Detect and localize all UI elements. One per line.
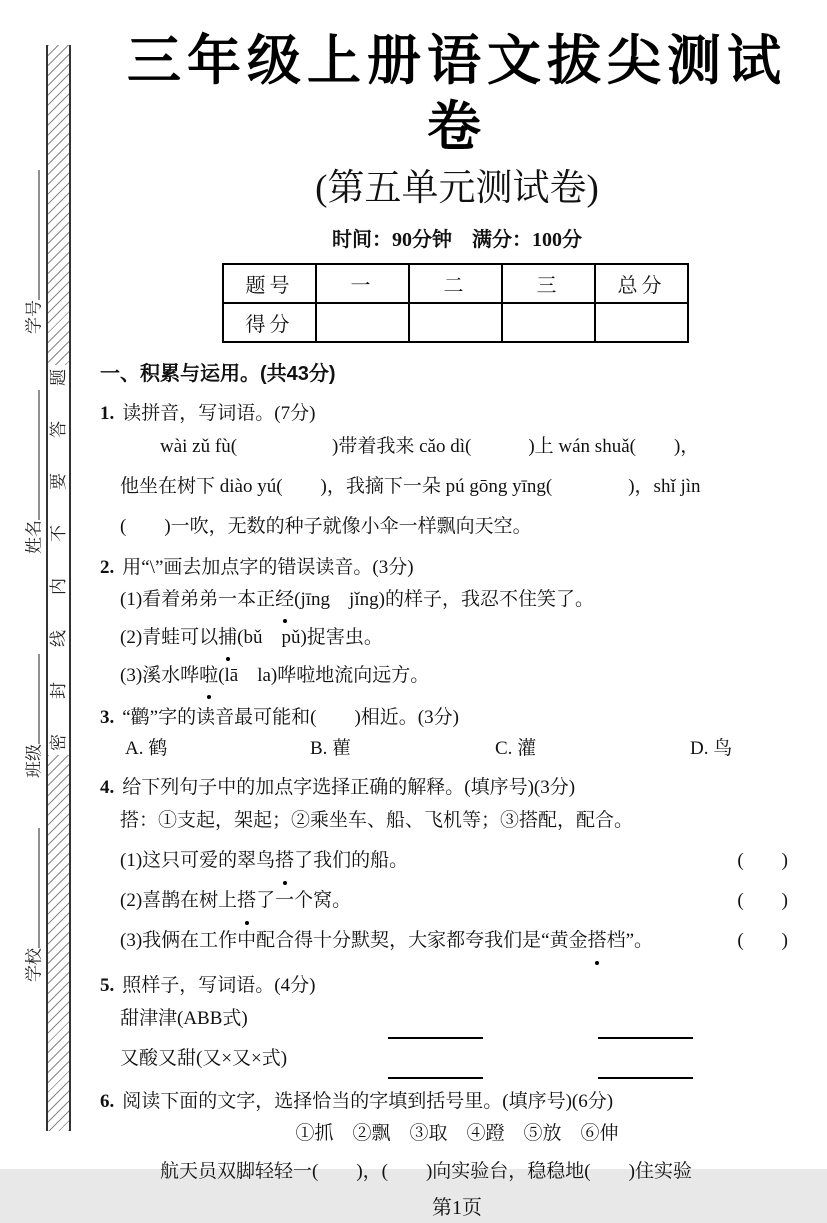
example-word: 甜津津(ABB式) bbox=[120, 1008, 248, 1029]
question-2-number: 2. bbox=[100, 557, 115, 578]
score-table-header-cell: 一 bbox=[316, 264, 409, 303]
dotted-char: 啦 bbox=[199, 657, 218, 695]
answer-parentheses: ( ) bbox=[737, 930, 788, 951]
question-2-title bbox=[100, 555, 814, 581]
hatch-pattern-top bbox=[48, 45, 69, 365]
question-2-text: 用“\”画去加点字的错误读音。(3分) bbox=[122, 557, 414, 578]
question-3-title bbox=[100, 705, 814, 731]
class-blank-line bbox=[28, 654, 40, 744]
question-3-options bbox=[100, 731, 814, 767]
item-text: (2)喜鹊在树上 bbox=[120, 890, 238, 911]
hatch-pattern-bottom bbox=[48, 755, 69, 1131]
question-1-number: 1. bbox=[100, 403, 115, 424]
paper-title: 三年级上册语文拔尖测试卷 bbox=[127, 31, 787, 157]
item-text: (2)青蛙可以 bbox=[120, 627, 219, 648]
question-5-row-1 bbox=[100, 999, 814, 1039]
answer-parentheses: ( ) bbox=[737, 890, 788, 911]
seal-char: 封 bbox=[49, 681, 68, 699]
item-text: (jīng jǐng)的样子，我忍不住笑了。 bbox=[294, 589, 594, 610]
question-1-line-1: wài zǔ fù( )带着我来 cǎo dì( )上 wán shuǎ( )， bbox=[160, 436, 700, 457]
student-name-field bbox=[20, 390, 45, 554]
class-field bbox=[20, 654, 45, 778]
school-label: 学校 bbox=[24, 948, 44, 982]
score-empty-cell bbox=[409, 303, 502, 342]
answer-blank-line bbox=[598, 1049, 693, 1079]
question-4-item-3 bbox=[100, 921, 814, 961]
student-id-label: 学号 bbox=[24, 300, 44, 334]
answer-blank-line bbox=[598, 1009, 693, 1039]
seal-line-text bbox=[48, 365, 69, 755]
seal-char: 内 bbox=[49, 577, 68, 595]
seal-line-band bbox=[46, 45, 71, 1131]
student-name-blank-line bbox=[28, 390, 40, 520]
score-label-cell: 得分 bbox=[223, 303, 316, 342]
score-table-header-cell: 二 bbox=[409, 264, 502, 303]
dotted-char: 搭 bbox=[588, 921, 607, 961]
question-1-title bbox=[100, 401, 814, 427]
question-4-definitions: 搭：①支起，架起；②乘坐车、船、飞机等；③搭配，配合。 bbox=[120, 810, 634, 831]
score-empty-cell bbox=[595, 303, 688, 342]
question-4-item-1 bbox=[100, 841, 814, 881]
seal-char: 线 bbox=[49, 629, 68, 647]
question-4-item-2 bbox=[100, 881, 814, 921]
school-blank-line bbox=[28, 828, 40, 948]
question-4-title bbox=[100, 775, 814, 801]
option-a: A. 鹤 bbox=[125, 738, 168, 759]
item-text: (1)看着弟弟一本正 bbox=[120, 589, 276, 610]
item-text: (1)这只可爱的翠鸟 bbox=[120, 850, 276, 871]
score-table bbox=[222, 263, 689, 343]
question-3-number: 3. bbox=[100, 707, 115, 728]
question-6-number: 6. bbox=[100, 1091, 115, 1112]
item-text: (lā la)哗啦地流向远方。 bbox=[218, 665, 430, 686]
question-6-sentence: 航天员双脚轻轻一( )，( )向实验台，稳稳地( )住实验 bbox=[160, 1161, 692, 1182]
school-field bbox=[20, 828, 45, 982]
option-c: C. 灌 bbox=[495, 738, 537, 759]
seal-char: 答 bbox=[49, 421, 68, 439]
seal-char: 题 bbox=[49, 369, 68, 386]
seal-char: 密 bbox=[49, 733, 68, 751]
item-text-group bbox=[120, 881, 351, 921]
question-5-text: 照样子，写词语。(4分) bbox=[122, 975, 316, 996]
item-text: 了我们的船。 bbox=[294, 850, 409, 871]
answer-parentheses: ( ) bbox=[737, 850, 788, 871]
student-name-label: 姓名 bbox=[24, 520, 44, 554]
dotted-char: 捕 bbox=[218, 619, 237, 657]
question-4-text: 给下列句子中的加点字选择正确的解释。(填序号)(3分) bbox=[122, 777, 576, 798]
section-1-heading: 一、积累与运用。(共43分) bbox=[100, 363, 336, 385]
question-5-row-2 bbox=[100, 1039, 814, 1079]
main-content bbox=[100, 28, 814, 1223]
page-number: 第1页 bbox=[432, 1197, 482, 1219]
item-text: (3)溪水哗 bbox=[120, 665, 200, 686]
item-text: 了一个窝。 bbox=[256, 890, 352, 911]
item-text-group bbox=[120, 921, 653, 961]
item-text: (3)我俩在工作中配合得十分默契，大家都夸我们是“黄金 bbox=[120, 930, 588, 951]
answer-blank-line bbox=[388, 1009, 483, 1039]
student-id-blank-line bbox=[28, 170, 40, 300]
option-b: B. 雚 bbox=[310, 738, 352, 759]
question-4-number: 4. bbox=[100, 777, 115, 798]
question-2-item-3 bbox=[100, 657, 814, 695]
time-and-score-info: 时间：90分钟 满分：100分 bbox=[332, 229, 582, 251]
question-1-text: 读拼音，写词语。(7分) bbox=[122, 403, 316, 424]
question-3-text: “鹳”字的读音最可能和( )相近。(3分) bbox=[122, 707, 459, 728]
dotted-char: 经 bbox=[275, 581, 294, 619]
student-id-field bbox=[20, 170, 45, 334]
question-2-item-2 bbox=[100, 619, 814, 657]
dotted-char: 搭 bbox=[275, 841, 294, 881]
question-6-title bbox=[100, 1089, 814, 1115]
item-text: (bǔ pǔ)捉害虫。 bbox=[237, 627, 383, 648]
item-text-group bbox=[120, 841, 408, 881]
score-table-score-row bbox=[223, 303, 688, 342]
example-word: 又酸又甜(又×又×式) bbox=[120, 1048, 288, 1069]
question-6-word-options: ①抓 ②飘 ③取 ④蹬 ⑤放 ⑥伸 bbox=[295, 1123, 619, 1144]
seal-char: 要 bbox=[49, 473, 68, 491]
question-5-number: 5. bbox=[100, 975, 115, 996]
question-6-text: 阅读下面的文字，选择恰当的字填到括号里。(填序号)(6分) bbox=[122, 1091, 614, 1112]
class-label: 班级 bbox=[24, 744, 44, 778]
seal-char: 不 bbox=[49, 525, 68, 543]
paper-subtitle: (第五单元测试卷) bbox=[315, 168, 599, 209]
score-table-header-row bbox=[223, 264, 688, 303]
question-1-line-3: ( )一吹，无数的种子就像小伞一样飘向天空。 bbox=[120, 516, 532, 537]
answer-blank-line bbox=[388, 1049, 483, 1079]
item-text: 档”。 bbox=[606, 930, 654, 951]
question-5-title bbox=[100, 973, 814, 999]
option-d: D. 鸟 bbox=[690, 738, 733, 759]
dotted-char: 搭 bbox=[237, 881, 256, 921]
score-empty-cell bbox=[502, 303, 595, 342]
question-1-line-2: 他坐在树下 diào yú( )，我摘下一朵 pú gōng yīng( )，shǐ jìn bbox=[120, 476, 701, 497]
score-table-header-cell: 三 bbox=[502, 264, 595, 303]
score-table-header-cell: 总分 bbox=[595, 264, 688, 303]
score-empty-cell bbox=[316, 303, 409, 342]
question-2-item-1 bbox=[100, 581, 814, 619]
score-table-header-cell: 题号 bbox=[223, 264, 316, 303]
